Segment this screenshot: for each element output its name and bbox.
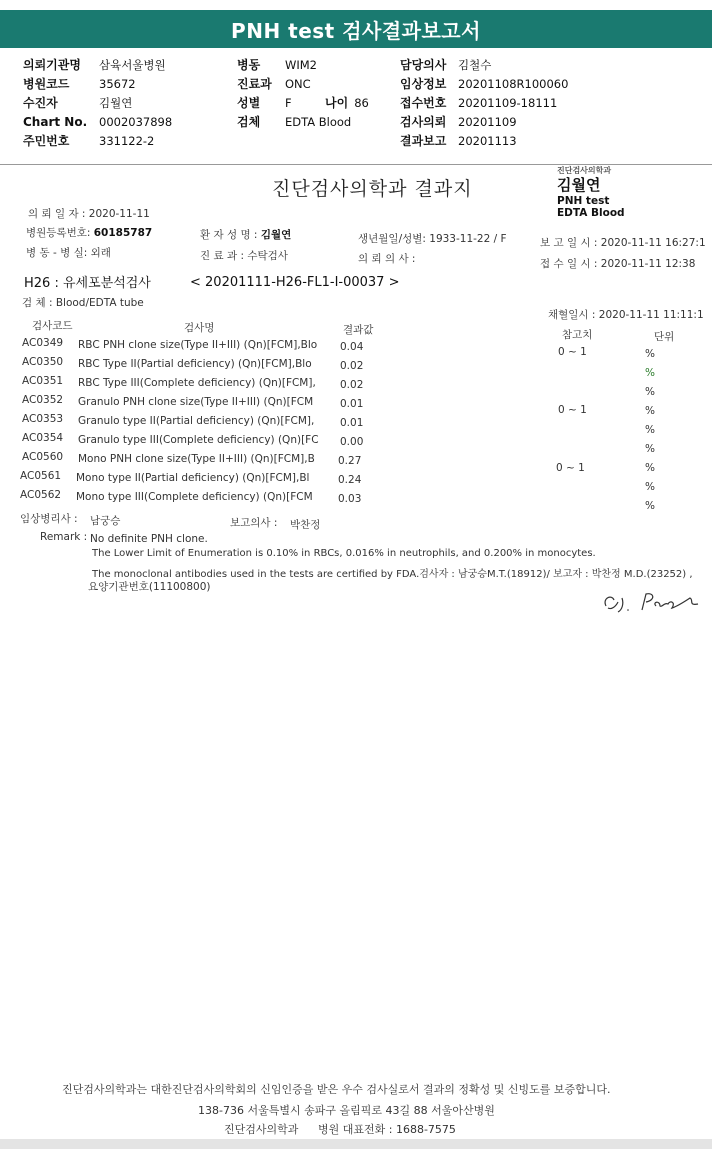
collection-datetime: 채혈일시 : 2020-11-11 11:11:1 xyxy=(548,309,704,321)
row-name: Mono PNH clone size(Type II+III) (Qn)[FCM],B xyxy=(78,453,315,465)
row-result: 0.27 xyxy=(338,455,362,467)
pathologist-label: 임상병리사 : xyxy=(20,513,78,525)
row-result: 0.01 xyxy=(340,398,364,410)
row-code: AC0352 xyxy=(22,394,64,406)
row-code: AC0561 xyxy=(20,470,62,482)
stamp-top: 진단검사의학과 xyxy=(557,166,612,174)
patient-name-value: 김월연 xyxy=(260,229,292,241)
row-name: Granulo PNH clone size(Type II+III) (Qn)[FCM xyxy=(78,396,314,408)
row-result: 0.03 xyxy=(338,493,362,505)
scan-title: 진단검사의학과 결과지 xyxy=(272,178,473,200)
row-name: Mono type III(Complete deficiency) (Qn)[FCM xyxy=(76,491,313,503)
remark-line2: The Lower Limit of Enumeration is 0.10% in RBCs, 0.016% in neutrophils, and 0.200% in monocytes. xyxy=(92,548,596,559)
header-key: 진료과 xyxy=(237,77,272,91)
row-code: AC0353 xyxy=(22,413,64,425)
specimen-stamp xyxy=(557,165,657,223)
header-value: 0002037898 xyxy=(99,115,173,129)
section-title: H26 : 유세포분석검사 xyxy=(24,276,151,291)
header-value: 김철수 xyxy=(458,58,492,72)
col-result: 결과값 xyxy=(343,324,374,336)
header-key: 성별 xyxy=(237,96,261,110)
header-value: 20201113 xyxy=(458,134,517,148)
referring-doctor: 의 뢰 의 사 : xyxy=(358,253,416,265)
accession-number: < 20201111-H26-FL1-I-00037 > xyxy=(190,275,400,290)
row-name: Granulo type II(Partial deficiency) (Qn)[FCM], xyxy=(78,415,315,427)
remark-label: Remark : xyxy=(40,531,88,543)
header-value: 김월연 xyxy=(99,96,133,110)
footer-phone: 병원 대표전화 : 1688-7575 xyxy=(318,1123,456,1136)
header-key: 담당의사 xyxy=(400,58,447,72)
header-key: 주민번호 xyxy=(23,134,70,148)
remark-line3: The monoclonal antibodies used in the tests are certified by FDA.검사자 : 남궁승M.T.(18912)/ 보고자 : 박찬정 M.D.(23252) , xyxy=(92,569,693,580)
row-result: 0.24 xyxy=(338,474,362,486)
specimen: 검 체 : Blood/EDTA tube xyxy=(22,297,144,309)
row-unit: % xyxy=(645,405,655,417)
row-code: AC0351 xyxy=(22,375,64,387)
row-result: 0.01 xyxy=(340,417,364,429)
stamp-test: PNH test xyxy=(557,195,610,207)
row-ref: 0 ~ 1 xyxy=(558,404,587,416)
header-col2 xyxy=(237,57,369,133)
row-ref: 0 ~ 1 xyxy=(558,346,587,358)
header-value: EDTA Blood xyxy=(285,115,352,129)
reg-number: 60185787 xyxy=(93,227,153,239)
row-unit: % xyxy=(645,348,655,360)
request-date: 의 뢰 일 자 : 2020-11-11 xyxy=(28,208,150,220)
registration xyxy=(26,225,152,240)
row-name: Granulo type III(Complete deficiency) (Qn)[FC xyxy=(78,434,319,446)
col-code: 검사코드 xyxy=(32,320,73,332)
header-key: 검체 xyxy=(237,115,261,129)
header-value: 20201108R100060 xyxy=(458,77,569,91)
header-key: 임상정보 xyxy=(400,77,447,91)
header-value: 삼육서울병원 xyxy=(99,58,166,72)
footer-certification: 진단검사의학과는 대한진단검사의학회의 신임인증을 받은 우수 검사실로서 결과의 정확성 및 신빙도를 보증합니다. xyxy=(62,1083,611,1096)
row-name: RBC PNH clone size(Type II+III) (Qn)[FCM],Blo xyxy=(78,339,318,351)
row-name: Mono type II(Partial deficiency) (Qn)[FCM],Bl xyxy=(76,472,310,484)
footer-department: 진단검사의학과 xyxy=(224,1123,299,1136)
header-key: 병동 xyxy=(237,58,261,72)
row-unit: % xyxy=(645,386,655,398)
row-code: AC0349 xyxy=(22,337,64,349)
header-value: WIM2 xyxy=(285,58,318,72)
row-result: 0.00 xyxy=(340,436,364,448)
receipt-datetime: 접 수 일 시 : 2020-11-11 12:38 xyxy=(540,258,696,270)
header-value: ONC xyxy=(285,77,311,91)
reg-label: 병원등록번호: xyxy=(26,227,91,239)
report-title-bar xyxy=(0,10,712,48)
footer-address: 138-736 서울특별시 송파구 올림픽로 43길 88 서울아산병원 xyxy=(198,1104,495,1117)
header-value: 331122-2 xyxy=(99,134,155,148)
row-code: AC0354 xyxy=(22,432,64,444)
row-unit: % xyxy=(645,500,655,512)
reporter: 박찬정 xyxy=(290,519,321,531)
age-label: 나이 xyxy=(325,96,349,110)
header-col3 xyxy=(400,57,568,152)
header-value: 20201109-18111 xyxy=(458,96,558,110)
ward: 병 동 - 병 실: 외래 xyxy=(26,247,111,259)
header-key: 수진자 xyxy=(23,96,58,110)
row-code: AC0562 xyxy=(20,489,62,501)
row-name: RBC Type II(Partial deficiency) (Qn)[FCM],Blo xyxy=(78,358,312,370)
pathologist: 남궁승 xyxy=(90,515,121,527)
row-unit: % xyxy=(645,443,655,455)
row-code: AC0350 xyxy=(22,356,64,368)
header-key: 검사의뢰 xyxy=(400,115,447,129)
header-value: 20201109 xyxy=(458,115,517,129)
row-code: AC0560 xyxy=(22,451,64,463)
scanned-report xyxy=(0,165,712,1149)
header-key: 병원코드 xyxy=(23,77,70,91)
remark-line1: No definite PNH clone. xyxy=(90,533,208,545)
stamp-specimen: EDTA Blood xyxy=(557,207,625,219)
header-value: 35672 xyxy=(99,77,136,91)
age-value: 86 xyxy=(354,96,369,110)
row-unit: % xyxy=(645,462,655,474)
row-ref: 0 ~ 1 xyxy=(556,462,585,474)
header-key: 접수번호 xyxy=(400,96,447,110)
report-datetime: 보 고 일 시 : 2020-11-11 16:27:1 xyxy=(540,237,706,249)
stamp-name: 김월연 xyxy=(557,176,601,194)
row-result: 0.04 xyxy=(340,341,364,353)
header-key: Chart No. xyxy=(23,115,88,129)
col-unit: 단위 xyxy=(654,331,675,343)
row-result: 0.02 xyxy=(340,360,364,372)
bottom-bar xyxy=(0,1139,712,1149)
birth-sex: 생년월일/성별: 1933-11-22 / F xyxy=(358,233,507,245)
header-value: F xyxy=(285,96,292,110)
institution-code: 요양기관번호(11100800) xyxy=(88,581,211,593)
col-ref: 참고치 xyxy=(562,329,593,341)
row-name: RBC Type III(Complete deficiency) (Qn)[FCM], xyxy=(78,377,316,389)
signature-image xyxy=(598,588,706,618)
col-name: 검사명 xyxy=(184,322,215,334)
row-unit: % xyxy=(645,481,655,493)
patient-name xyxy=(200,227,291,242)
row-result: 0.02 xyxy=(340,379,364,391)
patient-name-label: 환 자 성 명 : xyxy=(200,229,258,241)
header-key: 의뢰기관명 xyxy=(23,58,81,72)
reporter-label: 보고의사 : xyxy=(230,517,278,529)
row-unit: % xyxy=(645,424,655,436)
report-title: PNH test 검사결과보고서 xyxy=(231,18,481,43)
header-col1 xyxy=(23,57,172,152)
row-unit: % xyxy=(645,367,655,379)
department: 진 료 과 : 수탁검사 xyxy=(200,250,288,262)
header-key: 결과보고 xyxy=(400,134,447,148)
